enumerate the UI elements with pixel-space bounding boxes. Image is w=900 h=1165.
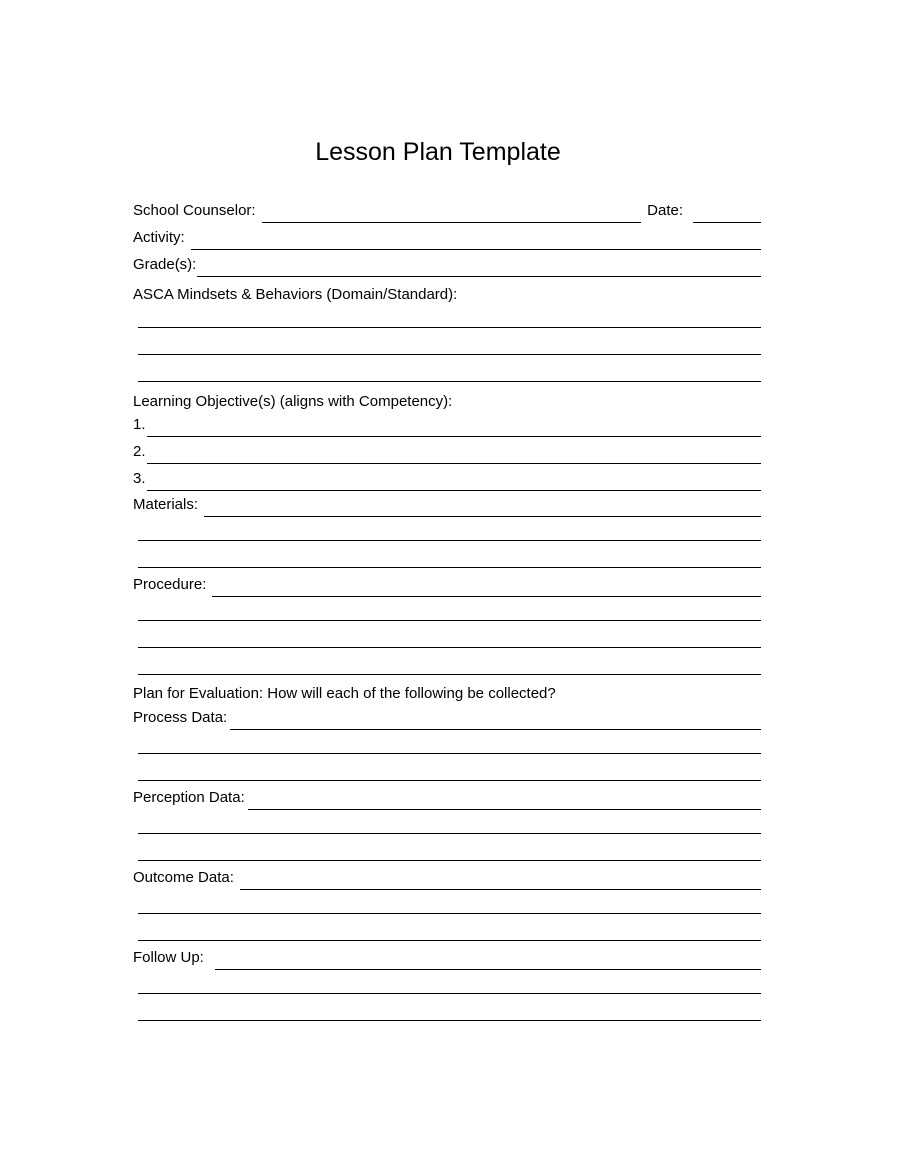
activity-field[interactable]: [191, 231, 761, 250]
followup-row: [133, 948, 761, 970]
followup-field[interactable]: [215, 951, 761, 970]
perception-row: [133, 788, 761, 810]
procedure-label: Procedure:: [133, 576, 207, 593]
materials-field[interactable]: [204, 498, 761, 517]
objectives-label: Learning Objective(s) (aligns with Competency):: [133, 393, 453, 410]
objective-row: [133, 469, 761, 491]
followup-label: Follow Up:: [133, 949, 204, 966]
objective-field[interactable]: [147, 472, 761, 491]
procedure-field[interactable]: [212, 578, 761, 597]
activity-row: [133, 228, 761, 250]
grades-field[interactable]: [197, 258, 761, 277]
objective-field[interactable]: [147, 418, 761, 437]
objective-row: [133, 442, 761, 464]
perception-field[interactable]: [248, 791, 761, 810]
objective-row: [133, 415, 761, 437]
evaluation-label: Plan for Evaluation: How will each of the following be collected?: [133, 685, 556, 702]
asca-label: ASCA Mindsets & Behaviors (Domain/Standard):: [133, 286, 458, 303]
process-field[interactable]: [230, 711, 761, 730]
asca-field-line[interactable]: [138, 381, 761, 382]
objective-field[interactable]: [147, 445, 761, 464]
counselor-row: [133, 201, 761, 223]
counselor-label: School Counselor:: [133, 202, 256, 219]
followup-field-line[interactable]: [138, 993, 761, 994]
asca-field-line[interactable]: [138, 327, 761, 328]
outcome-field-line[interactable]: [138, 940, 761, 941]
objective-number: 1.: [133, 416, 146, 433]
activity-label: Activity:: [133, 229, 185, 246]
process-row: [133, 708, 761, 730]
page-title: Lesson Plan Template: [315, 138, 561, 166]
procedure-row: [133, 575, 761, 597]
process-field-line[interactable]: [138, 780, 761, 781]
process-field-line[interactable]: [138, 753, 761, 754]
grades-label: Grade(s):: [133, 256, 197, 273]
materials-field-line[interactable]: [138, 540, 761, 541]
date-label: Date:: [647, 202, 683, 219]
perception-label: Perception Data:: [133, 789, 245, 806]
objective-number: 3.: [133, 470, 146, 487]
outcome-field-line[interactable]: [138, 913, 761, 914]
counselor-field[interactable]: [262, 204, 642, 223]
grades-row: [133, 255, 761, 277]
materials-field-line[interactable]: [138, 567, 761, 568]
materials-label: Materials:: [133, 496, 199, 513]
procedure-field-line[interactable]: [138, 620, 761, 621]
perception-field-line[interactable]: [138, 833, 761, 834]
asca-field-line[interactable]: [138, 354, 761, 355]
date-field[interactable]: [693, 204, 761, 223]
objective-number: 2.: [133, 443, 146, 460]
materials-row: [133, 495, 761, 517]
perception-field-line[interactable]: [138, 860, 761, 861]
outcome-label: Outcome Data:: [133, 869, 234, 886]
process-label: Process Data:: [133, 709, 228, 726]
procedure-field-line[interactable]: [138, 674, 761, 675]
followup-field-line[interactable]: [138, 1020, 761, 1021]
procedure-field-line[interactable]: [138, 647, 761, 648]
outcome-field[interactable]: [240, 871, 761, 890]
outcome-row: [133, 868, 761, 890]
